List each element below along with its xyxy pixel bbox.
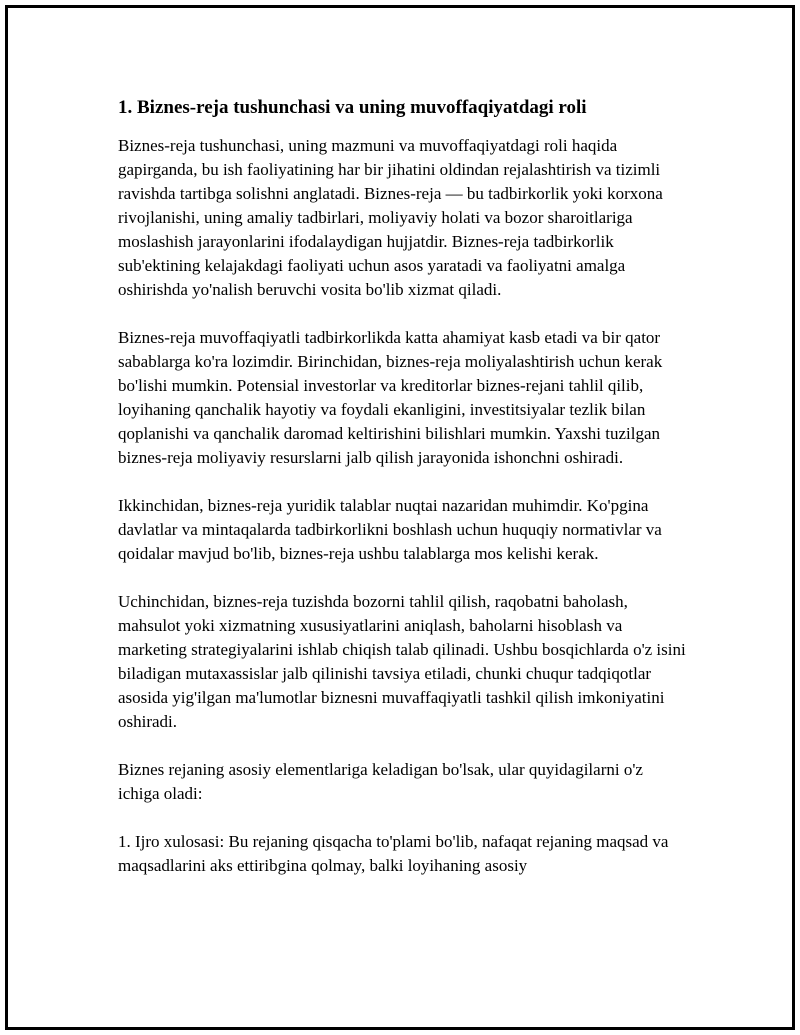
paragraph-executive-summary: 1. Ijro xulosasi: Bu rejaning qisqacha to'plami bo'lib, nafaqat rejaning maqsad va maqsadlarini aks ettiribgina qolmay, balki loyihaning asosiy — [118, 832, 669, 875]
paragraph-intro: Biznes-reja tushunchasi, uning mazmuni va muvoffaqiyatdagi roli haqida gapirganda, bu ish faoliyatining har bir jihatini oldindan rejalashtirish va tizimli ravishda tartibga solishni anglatadi. Biznes-reja — bu tadbirkorlik yoki korxona rivojlanishi, uning amaliy tadbirlari, moliyaviy holati va bozor sharoitlariga moslashish jarayonlarini ifodalaydigan hujjatdir. Biznes-reja tadbirkorlik sub'ektining kelajakdagi faoliyati uchun asos yaratadi va faoliyatni amalga oshirishda yo'nalish beruvchi vosita bo'lib xizmat qiladi. — [118, 136, 663, 299]
document-body — [118, 96, 688, 902]
paragraph-legal: Ikkinchidan, biznes-reja yuridik talablar nuqtai nazaridan muhimdir. Ko'pgina davlatlar va mintaqalarda tadbirkorlikni boshlash uchun huquqiy normativlar va qoidalar mavjud bo'lib, biznes-reja ushbu talablarga mos kelishi kerak. — [118, 496, 662, 563]
paragraph-market-analysis: Uchinchidan, biznes-reja tuzishda bozorni tahlil qilish, raqobatni baholash, mahsulot yoki xizmatning xususiyatlarini aniqlash, baholarni hisoblash va marketing strategiyalarini ishlab chiqish talab qilinadi. Ushbu bosqichlarda o'z isini biladigan mutaxassislar jalb qilinishi tavsiya etiladi, chunki chuqur tadqiqotlar asosida yig'ilgan ma'lumotlar biznesni muvaffaqiyatli tashkil qilish imkoniyatini oshiradi. — [118, 592, 686, 731]
paragraph-elements-intro: Biznes rejaning asosiy elementlariga keladigan bo'lsak, ular quyidagilarni o'z ichiga oladi: — [118, 760, 643, 803]
paragraph-importance: Biznes-reja muvoffaqiyatli tadbirkorlikda katta ahamiyat kasb etadi va bir qator sabablarga ko'ra lozimdir. Birinchidan, biznes-reja moliyalashtirish uchun kerak bo'lishi mumkin. Potensial investorlar va kreditorlar biznes-rejani tahlil qilib, loyihaning qanchalik hayotiy va foydali ekanligini, investitsiyalar tezlik bilan qoplanishi va qanchalik daromad keltirishini bilishlari mumkin. Yaxshi tuzilgan biznes-reja moliyaviy resurslarni jalb qilish jarayonida ishonchni oshiradi. — [118, 328, 663, 467]
section-title: 1. Biznes-reja tushunchasi va uning muvoffaqiyatdagi roli — [118, 97, 587, 118]
